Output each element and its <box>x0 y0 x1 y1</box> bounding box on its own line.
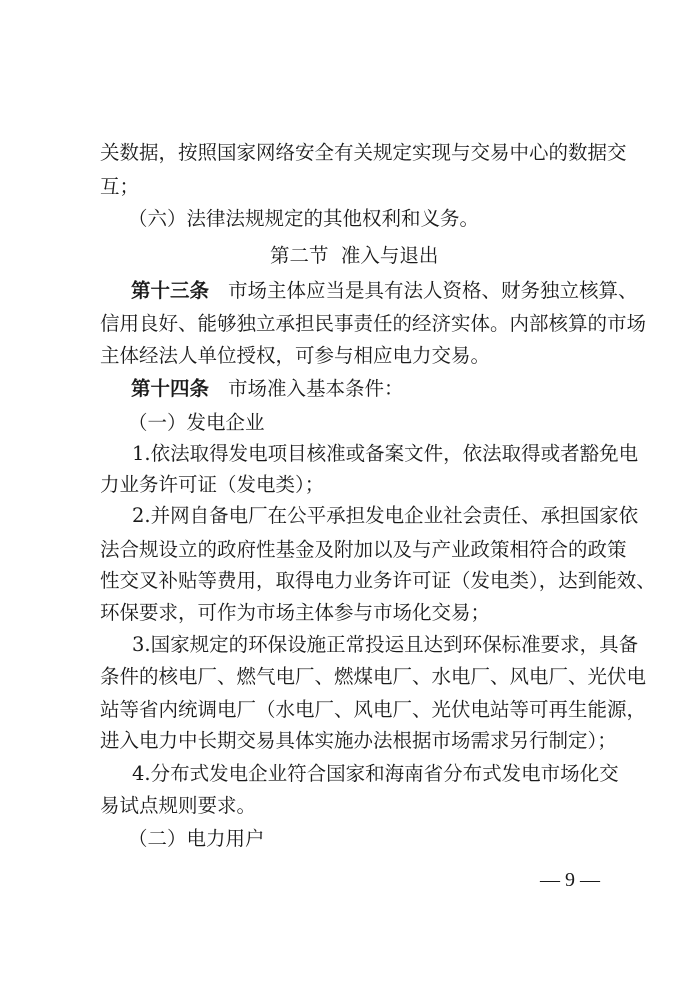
body-line: 2.并网自备电厂在公平承担发电企业社会责任、承担国家依 <box>132 504 639 527</box>
body-line: 环保要求，可作为市场主体参与市场化交易； <box>100 601 491 624</box>
item-two-heading: （二）电力用户 <box>128 827 265 850</box>
body-line: 站等省内统调电厂（水电厂、风电厂、光伏电站等可再生能源， <box>100 698 647 721</box>
article-14-label: 第十四条 <box>131 377 210 400</box>
item-six: （六）法律法规规定的其他权利和义务。 <box>128 207 480 230</box>
body-line: 信用良好、能够独立承担民事责任的经济实体。内部核算的市场 <box>100 312 647 335</box>
section-heading: 第二节 准入与退出 <box>270 244 439 267</box>
body-line: 易试点规则要求。 <box>100 794 257 817</box>
page-number: — 9 — <box>540 869 600 891</box>
article-13-text: 市场主体应当是具有法人资格、财务独立核算、 <box>228 279 638 302</box>
article-14-text: 市场准入基本条件： <box>228 377 404 400</box>
body-line: 4.分布式发电企业符合国家和海南省分布式发电市场化交 <box>132 762 619 785</box>
body-line: 力业务许可证（发电类）； <box>100 473 325 496</box>
body-line: 3.国家规定的环保设施正常投运且达到环保标准要求，具备 <box>132 633 639 656</box>
body-line: 性交叉补贴等费用，取得电力业务许可证（发电类），达到能效、 <box>100 569 656 592</box>
article-13-label: 第十三条 <box>131 279 210 302</box>
body-line: 1.依法取得发电项目核准或备案文件，依法取得或者豁免电 <box>132 442 639 465</box>
body-line: 进入电力中长期交易具体实施办法根据市场需求另行制定）； <box>100 729 617 752</box>
body-line: 主体经法人单位授权，可参与相应电力交易。 <box>100 344 491 367</box>
body-line: 条件的核电厂、燃气电厂、燃煤电厂、水电厂、风电厂、光伏电 <box>100 665 647 688</box>
body-line: 互； <box>100 175 140 198</box>
body-line: 关数据，按照国家网络安全有关规定实现与交易中心的数据交 <box>100 141 627 164</box>
body-line: 法合规设立的政府性基金及附加以及与产业政策相符合的政策 <box>100 538 627 561</box>
item-one-heading: （一）发电企业 <box>128 411 265 434</box>
